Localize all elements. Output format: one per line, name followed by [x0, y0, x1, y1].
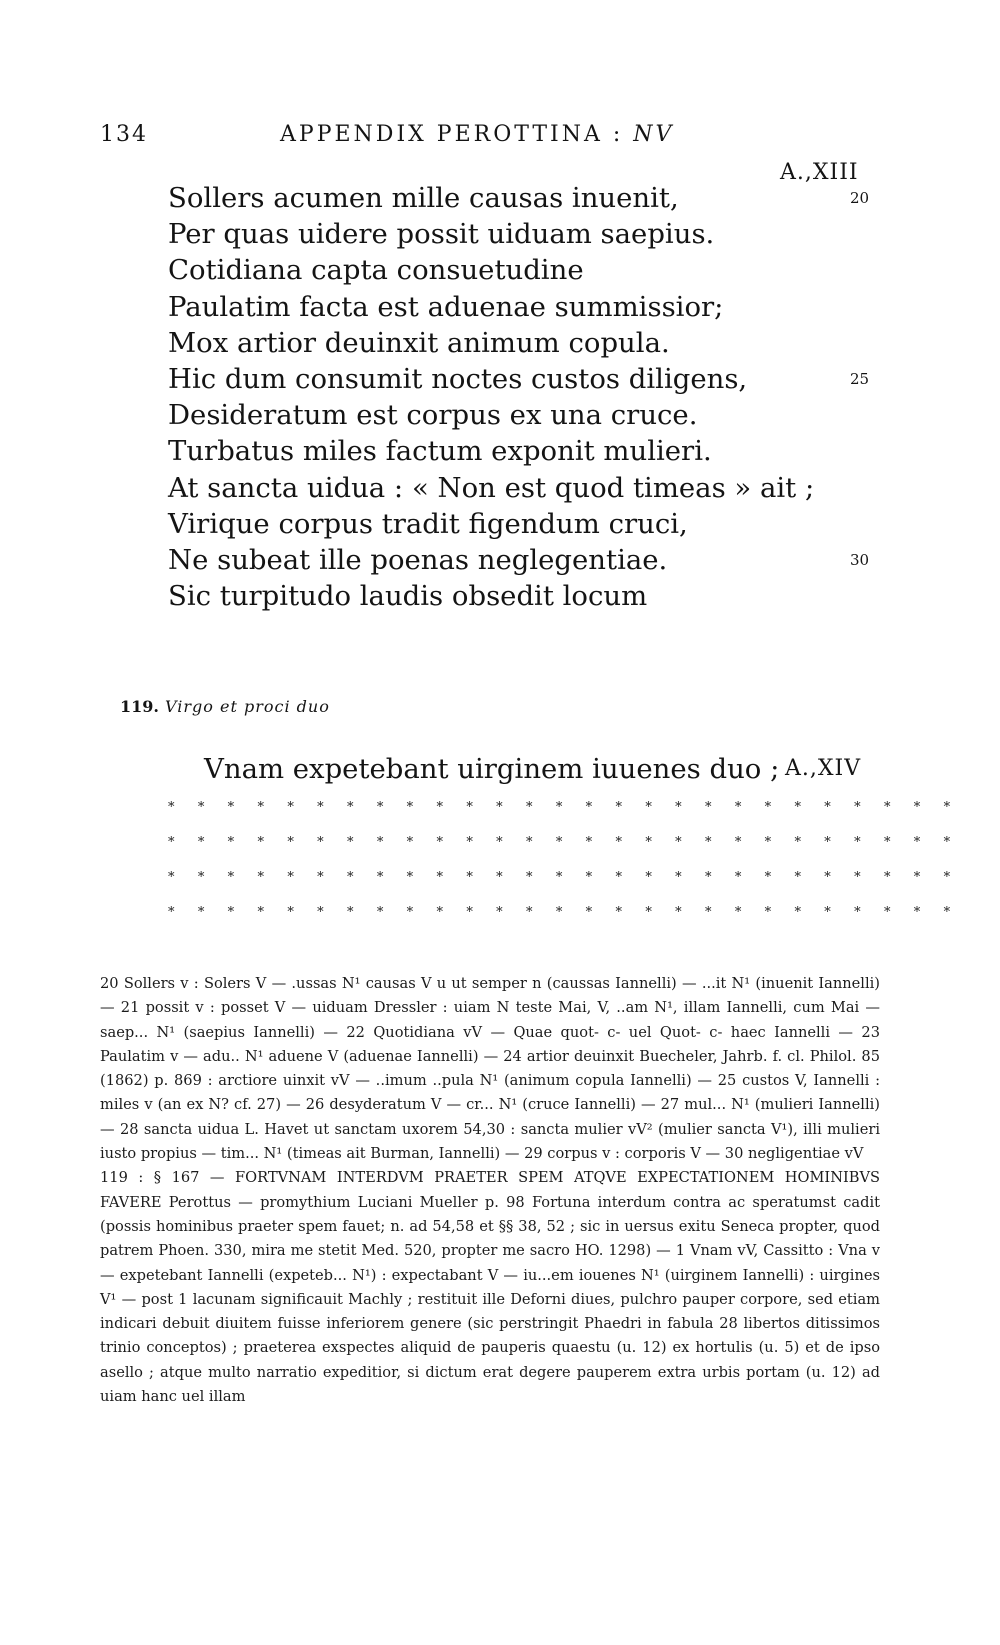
verse-text: Sollers acumen mille causas inuenit,: [168, 182, 679, 214]
verse-line: [168, 578, 888, 614]
fable-119-first-line: Vnam expetebant uirginem iuuenes duo ;: [204, 753, 780, 785]
fable-title: Virgo et proci duo: [164, 697, 330, 716]
lacuna-stars-row: * * * * * * * * * * * * * * * * * * * * * * * * * * *: [168, 905, 960, 920]
verse-line: [168, 216, 888, 252]
running-title-siglum: NV: [633, 122, 675, 147]
lacuna-stars-row: * * * * * * * * * * * * * * * * * * * * * * * * * * *: [168, 870, 960, 885]
page-number: 134: [100, 122, 148, 147]
verse-line: [168, 542, 888, 578]
verse-line: [168, 325, 888, 361]
verse-text: Ne subeat ille poenas neglegentiae.: [168, 543, 668, 576]
line-number: 20: [850, 189, 870, 207]
verse-text: Virique corpus tradit figendum cruci,: [168, 507, 688, 540]
verse-text: Turbatus miles factum exponit mulieri.: [168, 435, 712, 468]
verse-line: [168, 180, 888, 216]
apparatus-paragraph: 119 : § 167 — FORTVNAM INTERDVM PRAETER SPEM ATQVE EXPECTATIONEM HOMINIBVS FAVERE Perottus — promythium Luciani Mueller p. 98 Fortuna interdum contra ac speratumst cadit (possis hominibus praeter spem fauet; n. ad 54,58 et §§ 38, 52 ; sic in uersus exitu Seneca propter, quod patrem Phoen. 330, mira me stetit Med. 520, propter me sacro HO. 1298) — 1 Vnam vV, Cassitto : Vna v — expetebant Iannelli (expeteb... N¹) : expectabant V — iu...em iouenes N¹ (uirginem Iannelli) : uirgines V¹ — post 1 lacunam significauit Machly ; restituit ille Deforni diues, pulchro pauper corpore, sed etiam indicari debuit diuitem fuisse inferiorem genere (sic perstringit Phaedri in fabula 28 libertos ditissimos trinio conceptos) ; praeterea exspectes aliquid de pauperis quaestu (u. 12) ex hortulis (u. 5) et de ipso asello ; atque multo narratio expeditior, si dictum erat degere pauperem extra urbis portam (u. 12) ad uiam hanc uel illam: [100, 1169, 880, 1406]
verse-line: [168, 433, 888, 469]
line-number: 25: [850, 369, 870, 388]
critical-apparatus: [100, 972, 880, 1409]
lacuna-stars-row: * * * * * * * * * * * * * * * * * * * * * * * * * * *: [168, 800, 960, 815]
verse-text: Sic turpitudo laudis obsedit locum: [168, 580, 648, 613]
running-title-text: APPENDIX PEROTTINA :: [280, 122, 634, 147]
running-title: [280, 122, 674, 147]
verse-text: Hic dum consumit noctes custos diligens,: [168, 362, 748, 395]
verse-line: [168, 506, 888, 542]
verse-text: At sancta uidua : « Non est quod timeas » ait ;: [168, 471, 815, 504]
line-number: 30: [850, 550, 870, 569]
verse-text: Per quas uidere possit uiduam saepius.: [168, 218, 715, 251]
verse-line: [168, 252, 888, 288]
fable-119-reference: A.,XIV: [785, 756, 862, 781]
verse-text: Paulatim facta est aduenae summissior;: [168, 290, 724, 323]
verse-text: Desideratum est corpus ex una cruce.: [168, 399, 698, 432]
verse-line: [168, 361, 888, 397]
verse-text: Cotidiana capta consuetudine: [168, 254, 584, 287]
fable-119-heading: [120, 697, 330, 716]
page-header: [100, 122, 900, 156]
fable-118-reference: A.,XIII: [780, 160, 859, 185]
verse-line: [168, 470, 888, 506]
fable-number: 119.: [120, 697, 159, 716]
verse-text: Mox artior deuinxit animum copula.: [168, 326, 670, 359]
fable-118-verses: [168, 180, 888, 614]
verse-line: [168, 289, 888, 325]
verse-line: [168, 397, 888, 433]
apparatus-paragraph: 20 Sollers v : Solers V — .ussas N¹ causas V u ut semper n (caussas Iannelli) — ...it N¹ (inuenit Iannelli) — 21 possit v : posset V — uiduam Dressler : uiam N teste Mai, V, ..am N¹, illam Iannelli, cum Mai — saep... N¹ (saepius Iannelli) — 22 Quotidiana vV — Quae quot- c- uel Quot- c- haec Iannelli — 23 Paulatim v — adu.. N¹ aduene V (aduenae Iannelli) — 24 artior deuinxit Buecheler, Jahrb. f. cl. Philol. 85 (1862) p. 869 : arctiore uinxit vV — ..imum ..pula N¹ (animum copula Iannelli) — 25 custos V, Iannelli : miles v (an ex N? cf. 27) — 26 desyderatum V — cr... N¹ (cruce Iannelli) — 27 mul... N¹ (mulieri Iannelli) — 28 sancta uidua L. Havet ut sanctam uxorem 54,30 : sancta mulier vV² (mulier sancta V¹), illi mulieri iusto propius — tim... N¹ (timeas ait Burman, Iannelli) — 29 corpus v : corporis V — 30 negligentiae vV: [100, 975, 880, 1163]
lacuna-stars-row: * * * * * * * * * * * * * * * * * * * * * * * * * * *: [168, 835, 960, 850]
